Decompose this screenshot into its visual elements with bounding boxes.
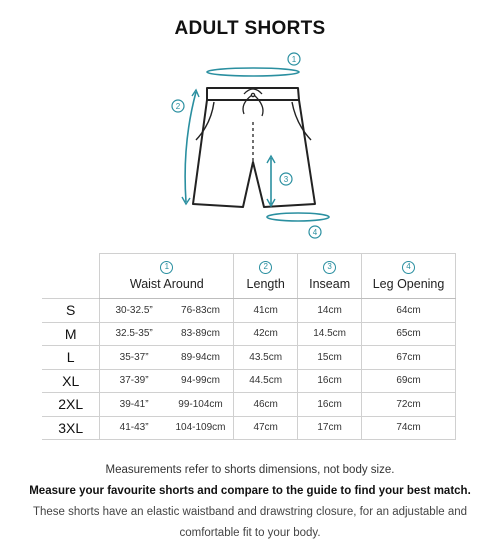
inseam-cell: 15cm: [298, 346, 362, 370]
note-line-2: Measure your favourite shorts and compare to the guide to find your best match.: [29, 485, 471, 497]
header-leg-opening: [362, 254, 456, 299]
waist-in-cell: 39-41”: [100, 393, 168, 417]
length-cell: 43.5cm: [234, 346, 298, 370]
inseam-cell: 14.5cm: [298, 322, 362, 346]
page-title: ADULT SHORTS: [174, 18, 326, 39]
size-chart-table: [42, 253, 456, 440]
header-blank: [42, 254, 100, 299]
length-number-icon: 2: [259, 261, 272, 274]
header-waist: [100, 254, 234, 299]
waist-cm-cell: 89-94cm: [168, 346, 234, 370]
length-cell: 47cm: [234, 416, 298, 440]
inseam-cell: 14cm: [298, 299, 362, 323]
waist-number-icon: 1: [160, 261, 173, 274]
length-cell: 44.5cm: [234, 369, 298, 393]
shorts-diagram: [0, 44, 500, 244]
marker-3-icon: [280, 173, 292, 185]
size-cell: XL: [42, 369, 100, 393]
inseam-cell: 16cm: [298, 393, 362, 417]
note-line-3: These shorts have an elastic waistband and drawstring closure, for an adjustable and: [32, 506, 468, 518]
table-row: [42, 393, 456, 417]
leg-cell: 74cm: [362, 416, 456, 440]
leg-opening-number-icon: 4: [402, 261, 415, 274]
leg-cell: 64cm: [362, 299, 456, 323]
leg-cell: 65cm: [362, 322, 456, 346]
waist-in-cell: 30-32.5”: [100, 299, 168, 323]
length-cell: 46cm: [234, 393, 298, 417]
waist-in-cell: 41-43”: [100, 416, 168, 440]
header-waist-label: Waist Around: [129, 277, 204, 291]
table-row: [42, 416, 456, 440]
table-row: [42, 346, 456, 370]
shorts-outline: [193, 88, 315, 207]
table-header-row: [42, 254, 456, 299]
drawstring: [243, 89, 263, 116]
waist-measure-ring: [207, 68, 299, 76]
inseam-number-icon: 3: [323, 261, 336, 274]
length-measure-line: [185, 92, 196, 202]
inseam-cell: 16cm: [298, 369, 362, 393]
leg-cell: 69cm: [362, 369, 456, 393]
note-line-1: Measurements refer to shorts dimensions, not body size.: [105, 464, 395, 476]
leg-cell: 67cm: [362, 346, 456, 370]
waist-cm-cell: 99-104cm: [168, 393, 234, 417]
waist-cm-cell: 104-109cm: [168, 416, 234, 440]
table-row: [42, 322, 456, 346]
size-notes: [0, 460, 500, 544]
length-cell: 41cm: [234, 299, 298, 323]
size-cell: M: [42, 322, 100, 346]
size-cell: 3XL: [42, 416, 100, 440]
table-row: [42, 369, 456, 393]
inseam-cell: 17cm: [298, 416, 362, 440]
marker-1-label: 1: [291, 55, 297, 64]
waist-cm-cell: 94-99cm: [168, 369, 234, 393]
waist-cm-cell: 83-89cm: [168, 322, 234, 346]
table-row: [42, 299, 456, 323]
header-leg-opening-label: Leg Opening: [372, 277, 445, 291]
size-cell: S: [42, 299, 100, 323]
waist-cm-cell: 76-83cm: [168, 299, 234, 323]
note-line-4: comfortable fit to your body.: [179, 527, 321, 539]
marker-4-label: 4: [312, 228, 318, 237]
header-length: [234, 254, 298, 299]
marker-2-icon: [172, 100, 184, 112]
size-cell: L: [42, 346, 100, 370]
waist-in-cell: 35-37”: [100, 346, 168, 370]
header-length-label: Length: [246, 277, 285, 291]
size-cell: 2XL: [42, 393, 100, 417]
header-inseam: [298, 254, 362, 299]
waist-in-cell: 37-39”: [100, 369, 168, 393]
header-inseam-label: Inseam: [309, 277, 351, 291]
waist-in-cell: 32.5-35”: [100, 322, 168, 346]
marker-1-icon: [288, 53, 300, 65]
leg-opening-ring: [267, 213, 329, 221]
marker-3-label: 3: [283, 175, 289, 184]
marker-4-icon: [309, 226, 321, 238]
leg-cell: 72cm: [362, 393, 456, 417]
length-cell: 42cm: [234, 322, 298, 346]
marker-2-label: 2: [175, 102, 181, 111]
